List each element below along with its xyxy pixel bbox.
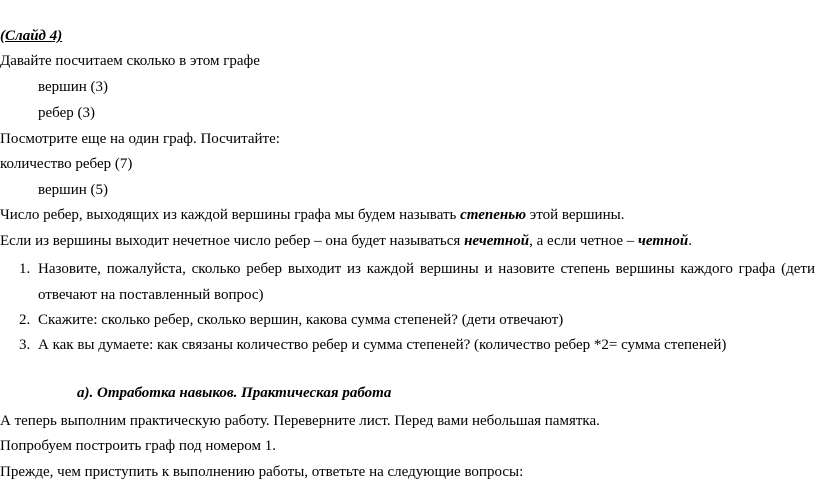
odd-even-text-before: Если из вершины выходит нечетное число ребер – она будет называться — [0, 233, 465, 249]
paragraph-odd-even — [0, 232, 692, 250]
list-item-text: Скажите: сколько ребер, сколько вершин, какова сумма степеней? (дети отвечают) — [38, 312, 564, 328]
list-item-number: 1. — [19, 261, 31, 277]
list-item-number: 3. — [19, 337, 31, 353]
section-heading: а). Отработка навыков. Практическая работа — [77, 385, 392, 401]
odd-even-text-middle: , а если четное – — [529, 233, 639, 249]
paragraph-questions-intro: Прежде, чем приступить к выполнению работы, ответьте на следующие вопросы: — [0, 464, 524, 480]
degree-text-before: Число ребер, выходящих из каждой вершины графа мы будем называть — [0, 207, 461, 223]
list-item-text-continued: отвечают на поставленный вопрос) — [38, 287, 264, 303]
paragraph-degree-definition — [0, 206, 624, 224]
list-item-text: А как вы думаете: как связаны количество ребер и сумма степеней? (количество ребер *2= сумма степеней) — [38, 337, 727, 353]
vertices-count-1: вершин (3) — [38, 79, 108, 95]
slide-label: (Слайд 4) — [0, 28, 63, 44]
paragraph-another-graph: Посмотрите еще на один граф. Посчитайте: — [0, 131, 280, 147]
list-item-text: Назовите, пожалуйста, сколько ребер выходит из каждой вершины и назовите степень вершины каждого графа (дети — [38, 261, 815, 277]
list-item-number: 2. — [19, 312, 31, 328]
term-degree: степенью — [460, 207, 527, 223]
term-odd: нечетной — [464, 233, 530, 249]
edges-count-2: количество ребер (7) — [0, 156, 133, 172]
paragraph-count-intro: Давайте посчитаем сколько в этом графе — [0, 53, 260, 69]
odd-even-text-after: . — [688, 233, 692, 249]
term-even: четной — [638, 233, 689, 249]
degree-text-after: этой вершины. — [526, 207, 625, 223]
vertices-count-2: вершин (5) — [38, 182, 108, 198]
edges-count-1: ребер (3) — [38, 105, 95, 121]
paragraph-build-graph: Попробуем построить граф под номером 1. — [0, 438, 276, 454]
paragraph-practical-work: А теперь выполним практическую работу. Переверните лист. Перед вами небольшая памятка. — [0, 413, 600, 429]
